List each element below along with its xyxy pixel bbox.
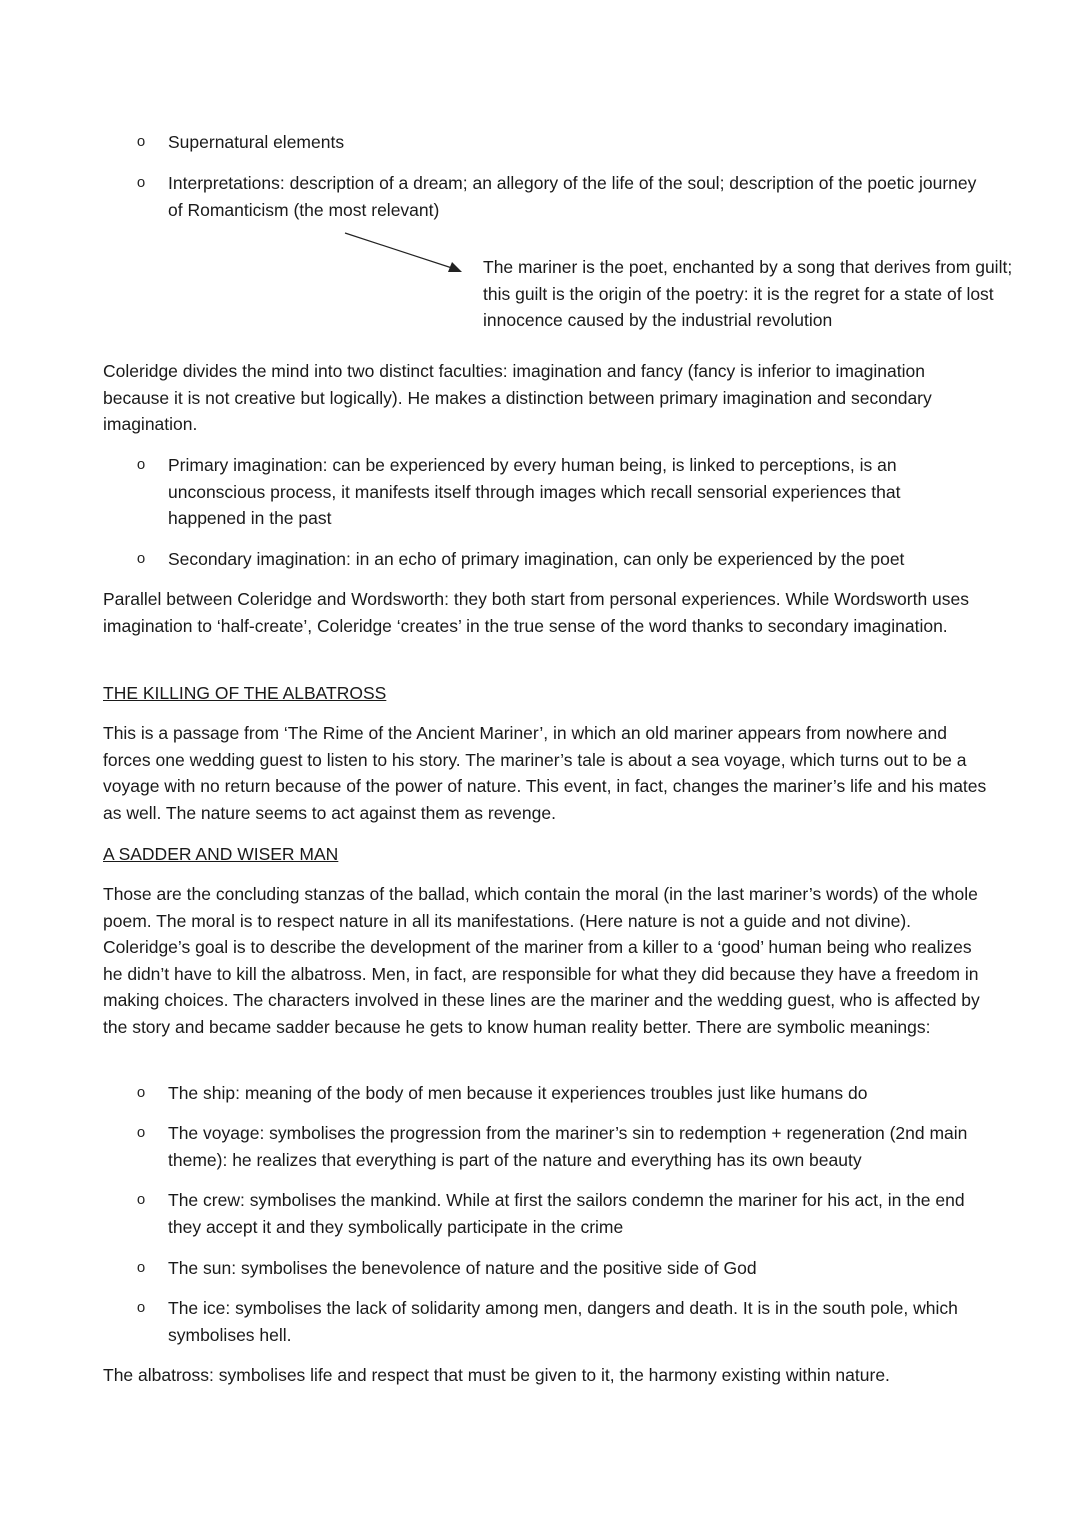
bullet-marker: o <box>136 133 146 150</box>
bullet-marker: o <box>136 1084 146 1101</box>
bullet-marker: o <box>136 1299 146 1316</box>
arrow-note: The mariner is the poet, enchanted by a song that derives from guilt; this guilt is the origin of the poetry: it is the regret for a state of lost innocence caused by the industrial revolution <box>483 257 1013 330</box>
bullet-marker: o <box>136 1259 146 1276</box>
bullet-ice: The ice: symbolises the lack of solidarity among men, dangers and death. It is in the south pole, which symbolises hell. <box>168 1298 958 1345</box>
bullet-marker: o <box>136 550 146 567</box>
albatross-paragraph: This is a passage from ‘The Rime of the Ancient Mariner’, in which an old mariner appears from nowhere and forces one wedding guest to listen to his story. The mariner’s tale is about a sea voyage, which turns out to be a voyage with no return because of the power of nature. This event, in fact, changes the mariner’s life and his mates as well. The nature seems to act against them as revenge. <box>103 723 987 823</box>
closing-albatross-line: The albatross: symbolises life and respect that must be given to it, the harmony existing within nature. <box>103 1365 890 1385</box>
bullet-interpretations: Interpretations: description of a dream; an allegory of the life of the soul; description of the poetic journey of Romanticism (the most relevant) <box>168 173 977 220</box>
arrow-icon <box>340 228 470 278</box>
bullet-marker: o <box>136 456 146 473</box>
bullet-voyage: The voyage: symbolises the progression from the mariner’s sin to redemption + regeneration (2nd main theme): he realizes that everything is part of the nature and everything has its own beauty <box>168 1123 968 1170</box>
bullet-primary-imagination: Primary imagination: can be experienced by every human being, is linked to perceptions, is an unconscious process, it manifests itself through images which recall sensorial experiences that happened in the past <box>168 455 901 528</box>
bullet-crew: The crew: symbolises the mankind. While at first the sailors condemn the mariner for his act, in the end they accept it and they symbolically participate in the crime <box>168 1190 965 1237</box>
heading-killing-albatross: THE KILLING OF THE ALBATROSS <box>103 683 387 703</box>
bullet-supernatural: Supernatural elements <box>168 132 345 152</box>
bullet-marker: o <box>136 1124 146 1141</box>
bullet-sun: The sun: symbolises the benevolence of nature and the positive side of God <box>168 1258 757 1278</box>
bullet-marker: o <box>136 1191 146 1208</box>
imagination-intro: Coleridge divides the mind into two distinct faculties: imagination and fancy (fancy is inferior to imagination because it is not creative but logically). He makes a distinction between primary imagination and secondary imagination. <box>103 361 932 434</box>
sadder-wiser-paragraph: Those are the concluding stanzas of the ballad, which contain the moral (in the last mariner’s words) of the whole poem. The moral is to respect nature in all its manifestations. (Here nature is not a guide and not divine). Coleridge’s goal is to describe the development of the mariner from a killer to a ‘good’ human being who realizes he didn’t have to kill the albatross. Men, in fact, are responsible for what they did because they have a freedom in making choices. The characters involved in these lines are the mariner and the wedding guest, who is affected by the story and became sadder because he gets to know human reality better. There are symbolic meanings: <box>103 884 980 1037</box>
bullet-marker: o <box>136 174 146 191</box>
bullet-ship: The ship: meaning of the body of men because it experiences troubles just like humans do <box>168 1083 868 1103</box>
heading-sadder-wiser: A SADDER AND WISER MAN <box>103 844 339 864</box>
bullet-secondary-imagination: Secondary imagination: in an echo of primary imagination, can only be experienced by the poet <box>168 549 905 569</box>
parallel-paragraph: Parallel between Coleridge and Wordsworth: they both start from personal experiences. While Wordsworth uses imagination to ‘half-create’, Coleridge ‘creates’ in the true sense of the word thanks to secondary imagination. <box>103 589 970 636</box>
